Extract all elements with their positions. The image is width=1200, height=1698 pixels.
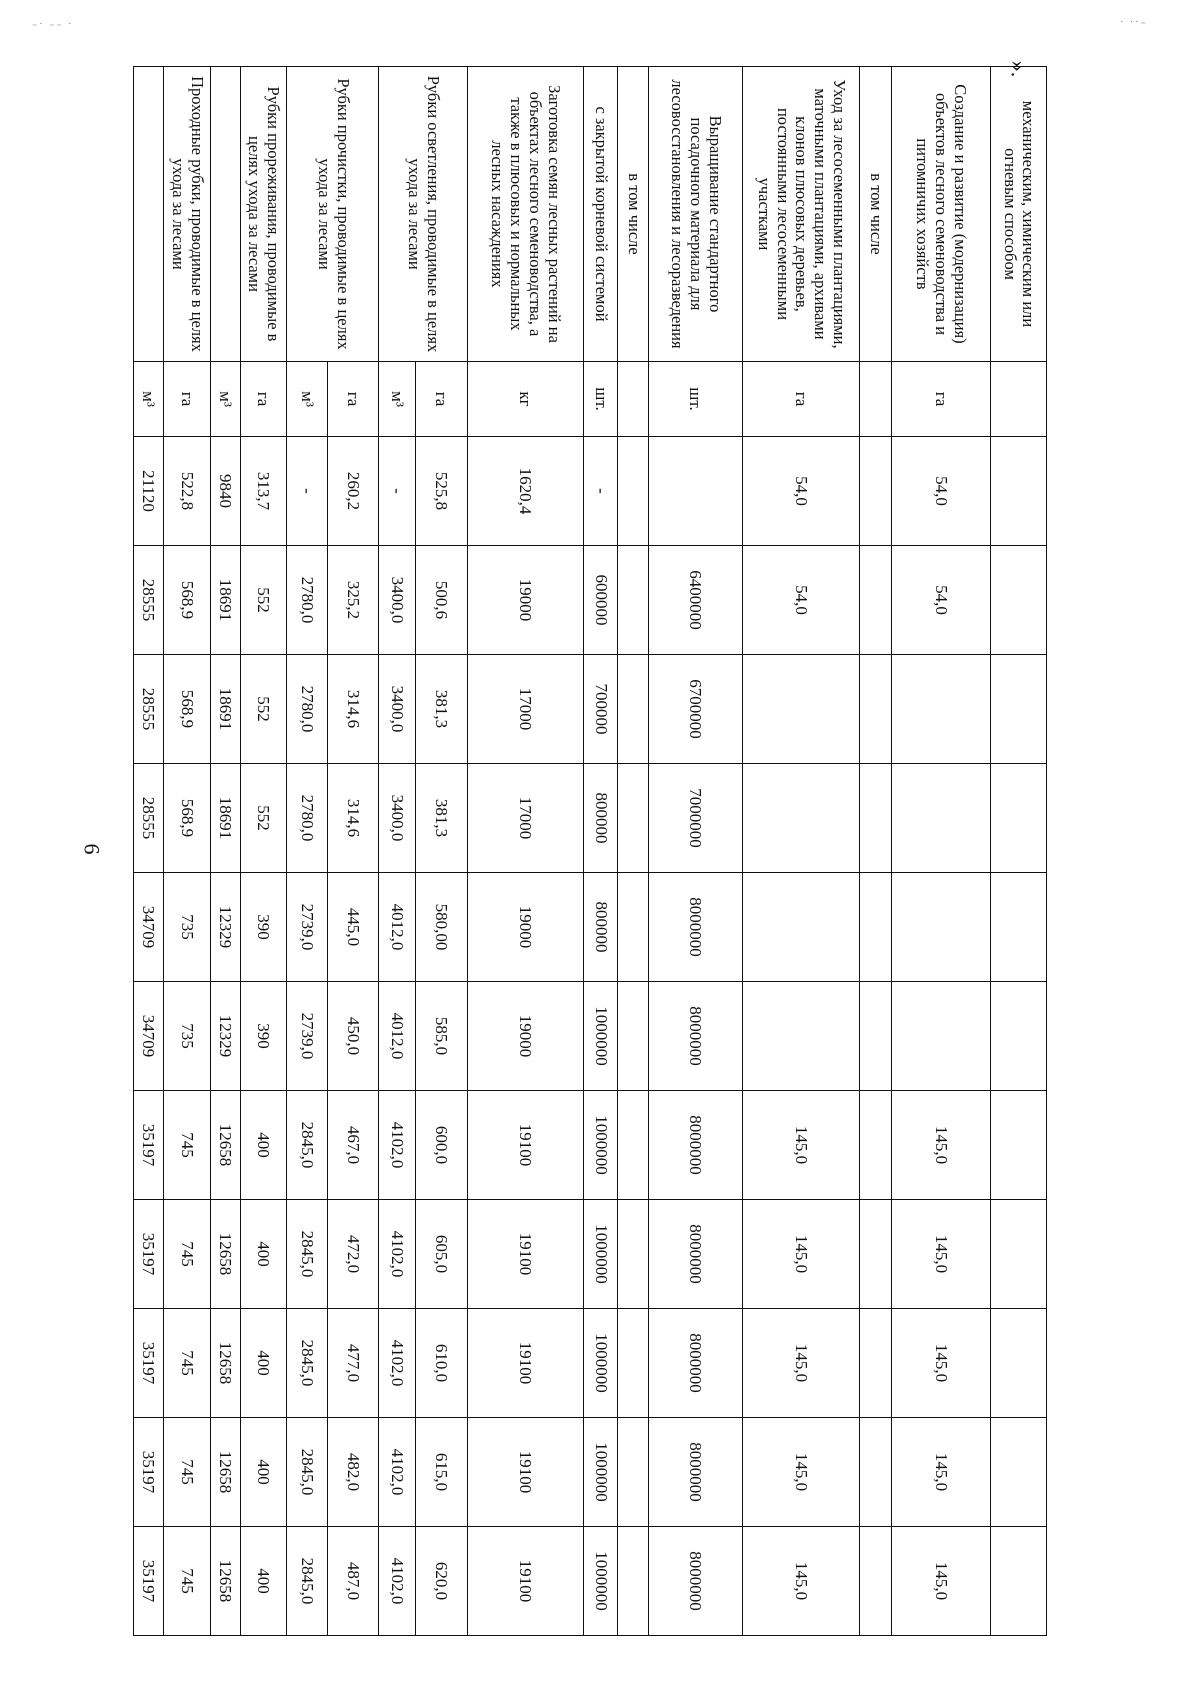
value-cell: 400 (240, 1418, 286, 1527)
value-cell: 54,0 (743, 546, 859, 655)
row-name-cell: в том числе (618, 67, 648, 362)
value-cell (618, 1309, 648, 1418)
value-cell: 552 (240, 764, 286, 873)
unit-cell (991, 362, 1047, 437)
value-cell: 8000000 (648, 873, 743, 982)
value-cell: 6400000 (648, 546, 743, 655)
value-cell: 2780,0 (286, 546, 327, 655)
table-row (991, 67, 1047, 1636)
value-cell: 487,0 (327, 1527, 379, 1636)
unit-cell: га (240, 362, 286, 437)
value-cell: 1000000 (584, 1527, 618, 1636)
table-row (648, 67, 743, 1636)
value-cell: 381,3 (416, 764, 468, 873)
table-row (134, 67, 164, 1636)
value-cell: 145,0 (743, 1527, 859, 1636)
value-cell: 615,0 (416, 1418, 468, 1527)
value-cell (618, 873, 648, 982)
value-cell: 19000 (467, 982, 583, 1091)
value-cell: 3400,0 (379, 764, 416, 873)
value-cell: 34709 (134, 982, 164, 1091)
table-row (743, 67, 859, 1636)
value-cell (859, 546, 891, 655)
value-cell (991, 437, 1047, 546)
value-cell: 145,0 (743, 1091, 859, 1200)
value-cell (743, 655, 859, 764)
value-cell: 28555 (134, 655, 164, 764)
value-cell (743, 764, 859, 873)
value-cell: 4102,0 (379, 1309, 416, 1418)
unit-cell: га (891, 362, 990, 437)
value-cell: 12658 (210, 1527, 240, 1636)
value-cell: 145,0 (891, 1418, 990, 1527)
value-cell: 2845,0 (286, 1200, 327, 1309)
value-cell: 482,0 (327, 1418, 379, 1527)
table-row (327, 67, 379, 1636)
value-cell: 585,0 (416, 982, 468, 1091)
value-cell: 7000000 (648, 764, 743, 873)
value-cell (991, 1309, 1047, 1418)
value-cell (859, 764, 891, 873)
value-cell: 8000000 (648, 1091, 743, 1200)
unit-cell: га (743, 362, 859, 437)
value-cell: 4102,0 (379, 1527, 416, 1636)
value-cell: 35197 (134, 1200, 164, 1309)
value-cell: 2739,0 (286, 982, 327, 1091)
table-body (134, 67, 1047, 1636)
value-cell: 1000000 (584, 1091, 618, 1200)
row-name-cell: Рубки прочистки, проводимые в целях ухода за лесами (286, 67, 379, 362)
value-cell: 28555 (134, 764, 164, 873)
value-cell: 2845,0 (286, 1418, 327, 1527)
value-cell: 568,9 (164, 655, 210, 764)
value-cell: 17000 (467, 655, 583, 764)
value-cell: 8000000 (648, 1200, 743, 1309)
value-cell: 472,0 (327, 1200, 379, 1309)
value-cell: 400 (240, 1200, 286, 1309)
value-cell (859, 1418, 891, 1527)
value-cell: 19000 (467, 546, 583, 655)
table-row (416, 67, 468, 1636)
value-cell: 4102,0 (379, 1200, 416, 1309)
value-cell: 19100 (467, 1309, 583, 1418)
value-cell: 145,0 (891, 1309, 990, 1418)
value-cell: - (286, 437, 327, 546)
value-cell: 12658 (210, 1091, 240, 1200)
value-cell: 4012,0 (379, 982, 416, 1091)
value-cell: 1000000 (584, 1309, 618, 1418)
scan-artifact: ⁻˙ ⁻⁻ ˙ (32, 22, 74, 33)
row-name-cell: в том числе (859, 67, 891, 362)
value-cell (859, 1200, 891, 1309)
value-cell (991, 982, 1047, 1091)
value-cell (618, 546, 648, 655)
value-cell: 18691 (210, 546, 240, 655)
value-cell: 605,0 (416, 1200, 468, 1309)
table-row (584, 67, 618, 1636)
value-cell (743, 982, 859, 1091)
table-row (467, 67, 583, 1636)
unit-cell: м³ (134, 362, 164, 437)
value-cell: 400 (240, 1309, 286, 1418)
value-cell: 3400,0 (379, 546, 416, 655)
row-name-cell: механическим, химическим или огневым способом (991, 67, 1047, 362)
value-cell: 445,0 (327, 873, 379, 982)
value-cell: 8000000 (648, 1527, 743, 1636)
unit-cell: шт. (648, 362, 743, 437)
value-cell: - (379, 437, 416, 546)
value-cell (891, 655, 990, 764)
value-cell: 18691 (210, 655, 240, 764)
value-cell: 19100 (467, 1091, 583, 1200)
value-cell: 400 (240, 1527, 286, 1636)
value-cell: 600000 (584, 546, 618, 655)
value-cell: 735 (164, 982, 210, 1091)
page-number: 6 (79, 843, 105, 855)
value-cell (618, 1091, 648, 1200)
value-cell: 2739,0 (286, 873, 327, 982)
unit-cell (859, 362, 891, 437)
value-cell: 1620,4 (467, 437, 583, 546)
value-cell: 19100 (467, 1200, 583, 1309)
value-cell: 19000 (467, 873, 583, 982)
value-cell (891, 873, 990, 982)
value-cell (648, 437, 743, 546)
value-cell (991, 1527, 1047, 1636)
value-cell: 381,3 (416, 655, 468, 764)
row-name-cell: Рубки прореживания, проводимые в целях ухода за лесами (240, 67, 286, 362)
value-cell: 1000000 (584, 1200, 618, 1309)
unit-cell: га (416, 362, 468, 437)
value-cell: 568,9 (164, 546, 210, 655)
value-cell: 145,0 (743, 1200, 859, 1309)
row-name-cell (210, 67, 240, 362)
value-cell: 522,8 (164, 437, 210, 546)
value-cell: 54,0 (891, 546, 990, 655)
value-cell: 610,0 (416, 1309, 468, 1418)
value-cell: 800000 (584, 873, 618, 982)
value-cell: 21120 (134, 437, 164, 546)
value-cell: 145,0 (891, 1527, 990, 1636)
value-cell: 3400,0 (379, 655, 416, 764)
row-name-cell: Создание и развитие (модернизация) объектов лесного семеноводства и питомничих хозяйств (891, 67, 990, 362)
value-cell: 8000000 (648, 1418, 743, 1527)
value-cell: 9840 (210, 437, 240, 546)
unit-cell: га (164, 362, 210, 437)
value-cell: 390 (240, 873, 286, 982)
value-cell: 2845,0 (286, 1527, 327, 1636)
value-cell: 17000 (467, 764, 583, 873)
scan-artifact: ˙ ˙˙⁻ (1120, 20, 1148, 31)
row-name-cell (134, 67, 164, 362)
value-cell: 54,0 (743, 437, 859, 546)
value-cell (991, 873, 1047, 982)
table-row (859, 67, 891, 1636)
value-cell: - (584, 437, 618, 546)
value-cell: 620,0 (416, 1527, 468, 1636)
value-cell: 745 (164, 1309, 210, 1418)
value-cell: 12658 (210, 1200, 240, 1309)
value-cell: 1000000 (584, 1418, 618, 1527)
value-cell: 552 (240, 546, 286, 655)
unit-cell: га (327, 362, 379, 437)
value-cell: 390 (240, 982, 286, 1091)
value-cell (618, 764, 648, 873)
value-cell: 12329 (210, 982, 240, 1091)
value-cell: 800000 (584, 764, 618, 873)
value-cell: 450,0 (327, 982, 379, 1091)
value-cell: 145,0 (891, 1200, 990, 1309)
value-cell: 12658 (210, 1309, 240, 1418)
unit-cell (618, 362, 648, 437)
value-cell: 54,0 (891, 437, 990, 546)
value-cell: 552 (240, 655, 286, 764)
value-cell (618, 1200, 648, 1309)
value-cell: 12658 (210, 1418, 240, 1527)
value-cell (618, 1527, 648, 1636)
value-cell: 4012,0 (379, 873, 416, 982)
value-cell (891, 982, 990, 1091)
value-cell (991, 655, 1047, 764)
value-cell (859, 873, 891, 982)
value-cell: 6700000 (648, 655, 743, 764)
value-cell (891, 764, 990, 873)
value-cell: 2845,0 (286, 1309, 327, 1418)
unit-cell: м³ (210, 362, 240, 437)
value-cell (991, 1200, 1047, 1309)
value-cell (859, 1527, 891, 1636)
value-cell: 313,7 (240, 437, 286, 546)
value-cell: 745 (164, 1527, 210, 1636)
value-cell (859, 437, 891, 546)
value-cell: 12329 (210, 873, 240, 982)
value-cell: 145,0 (743, 1418, 859, 1527)
value-cell: 745 (164, 1200, 210, 1309)
row-name-cell: Проходные рубки, проводимые в целях ухода за лесами (164, 67, 210, 362)
value-cell: 145,0 (743, 1309, 859, 1418)
value-cell: 600,0 (416, 1091, 468, 1200)
value-cell: 2845,0 (286, 1091, 327, 1200)
table-row (164, 67, 210, 1636)
value-cell: 28555 (134, 546, 164, 655)
row-name-cell: Выращивание стандартного посадочного материала для лесовосстановления и лесоразведения (648, 67, 743, 362)
value-cell (991, 1418, 1047, 1527)
table-row (891, 67, 990, 1636)
value-cell: 4102,0 (379, 1418, 416, 1527)
table-row (240, 67, 286, 1636)
value-cell: 580,00 (416, 873, 468, 982)
value-cell (859, 1309, 891, 1418)
value-cell (859, 1091, 891, 1200)
row-name-cell: с закрытой корневой системой (584, 67, 618, 362)
value-cell (991, 546, 1047, 655)
value-cell: 2780,0 (286, 655, 327, 764)
value-cell: 35197 (134, 1418, 164, 1527)
value-cell: 19100 (467, 1527, 583, 1636)
table-row (210, 67, 240, 1636)
unit-cell: м³ (286, 362, 327, 437)
value-cell (859, 655, 891, 764)
value-cell: 8000000 (648, 1309, 743, 1418)
value-cell: 745 (164, 1418, 210, 1527)
value-cell: 2780,0 (286, 764, 327, 873)
value-cell (618, 1418, 648, 1527)
value-cell: 8000000 (648, 982, 743, 1091)
unit-cell: м³ (379, 362, 416, 437)
value-cell: 400 (240, 1091, 286, 1200)
value-cell: 500,6 (416, 546, 468, 655)
value-cell: 314,6 (327, 655, 379, 764)
value-cell (991, 1091, 1047, 1200)
value-cell: 568,9 (164, 764, 210, 873)
value-cell: 314,6 (327, 764, 379, 873)
value-cell: 35197 (134, 1091, 164, 1200)
value-cell: 700000 (584, 655, 618, 764)
rotated-table-wrapper (133, 66, 1047, 1636)
unit-cell: кг (467, 362, 583, 437)
value-cell: 34709 (134, 873, 164, 982)
value-cell (618, 437, 648, 546)
row-name-cell: Заготовка семян лесных растений на объектах лесного семеноводства, а также в плюсовых и нормальных лесных насаждениях (467, 67, 583, 362)
indicators-table (133, 66, 1047, 1636)
value-cell: 35197 (134, 1309, 164, 1418)
value-cell: 1000000 (584, 982, 618, 1091)
value-cell (859, 982, 891, 1091)
value-cell: 18691 (210, 764, 240, 873)
closing-quote-mark: ». (1006, 60, 1032, 78)
value-cell (618, 655, 648, 764)
value-cell (618, 982, 648, 1091)
value-cell: 4102,0 (379, 1091, 416, 1200)
table-row (618, 67, 648, 1636)
value-cell: 325,2 (327, 546, 379, 655)
row-name-cell: Уход за лесосеменными плантациями, маточными плантациями, архивами клонов плюсовых деревьев, постоянными лесосеменными участками (743, 67, 859, 362)
row-name-cell: Рубки осветления, проводимые в целях ухода за лесами (379, 67, 467, 362)
value-cell: 35197 (134, 1527, 164, 1636)
unit-cell: шт. (584, 362, 618, 437)
value-cell: 735 (164, 873, 210, 982)
value-cell: 477,0 (327, 1309, 379, 1418)
value-cell: 19100 (467, 1418, 583, 1527)
value-cell: 260,2 (327, 437, 379, 546)
value-cell: 467,0 (327, 1091, 379, 1200)
value-cell: 525,8 (416, 437, 468, 546)
value-cell: 145,0 (891, 1091, 990, 1200)
value-cell (743, 873, 859, 982)
value-cell (991, 764, 1047, 873)
value-cell: 745 (164, 1091, 210, 1200)
